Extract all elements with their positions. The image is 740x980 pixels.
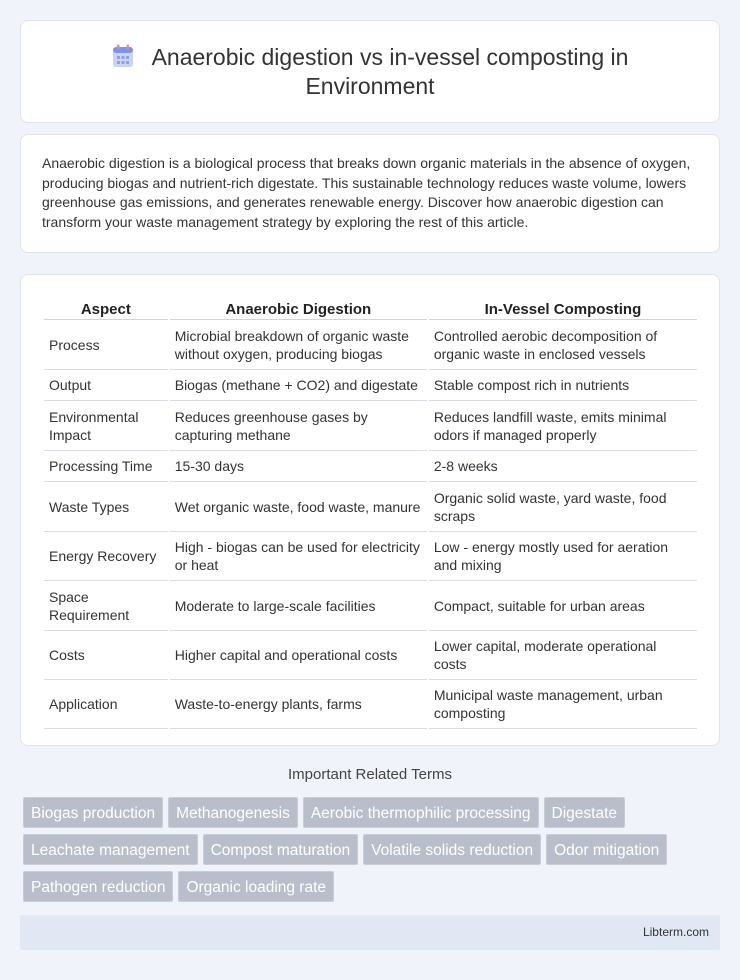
page-title-wrap [81,43,659,101]
tag-aerobic-thermophilic-processing[interactable]: Aerobic thermophilic processing [303,797,539,828]
cell-anaerobic: Microbial breakdown of organic waste without oxygen, producing biogas [170,320,427,370]
table-row [44,320,697,370]
cell-in-vessel: Organic solid waste, yard waste, food scraps [429,482,697,532]
table-row [44,581,697,631]
tag-biogas-production[interactable]: Biogas production [23,797,163,828]
cell-in-vessel: 2-8 weeks [429,451,697,482]
table-row [44,680,697,729]
cell-anaerobic: Higher capital and operational costs [170,631,427,680]
footer-brand-link[interactable]: Libterm.com [642,925,709,939]
related-terms-list [23,797,723,908]
cell-in-vessel: Compact, suitable for urban areas [429,581,697,631]
intro-paragraph: Anaerobic digestion is a biological process that breaks down organic materials in the absence of oxygen, producing biogas and nutrient-rich digestate. This sustainable technology reduces waste volume, lowers greenhouse gas emissions, and generates renewable energy. Discover how anaerobic digestion can transform your waste management strategy by exploring the rest of this article. [42,155,691,230]
tag-organic-loading-rate[interactable]: Organic loading rate [178,871,334,902]
header-aspect: Aspect [44,295,168,320]
comparison-table [42,295,699,729]
tag-row [23,871,723,908]
cell-in-vessel: Controlled aerobic decomposition of organic waste in enclosed vessels [429,320,697,370]
cell-anaerobic: Reduces greenhouse gases by capturing methane [170,401,427,451]
cell-aspect: Application [44,680,168,729]
cell-anaerobic: Biogas (methane + CO2) and digestate [170,370,427,401]
table-row [44,631,697,680]
cell-aspect: Space Requirement [44,581,168,631]
cell-aspect: Processing Time [44,451,168,482]
tag-digestate[interactable]: Digestate [544,797,625,828]
cell-anaerobic: Moderate to large-scale facilities [170,581,427,631]
cell-in-vessel: Municipal waste management, urban composting [429,680,697,729]
table-row [44,482,697,532]
cell-in-vessel: Stable compost rich in nutrients [429,370,697,401]
cell-anaerobic: Wet organic waste, food waste, manure [170,482,427,532]
title-card [20,20,720,123]
cell-aspect: Waste Types [44,482,168,532]
page-title: Anaerobic digestion vs in-vessel composting in Environment [151,44,629,99]
cell-anaerobic: High - biogas can be used for electricity or heat [170,532,427,581]
calendar-icon [112,44,134,68]
tag-methanogenesis[interactable]: Methanogenesis [168,797,298,828]
cell-aspect: Output [44,370,168,401]
intro-card [20,134,720,253]
tag-row [23,797,723,834]
table-row [44,370,697,401]
cell-in-vessel: Reduces landfill waste, emits minimal odors if managed properly [429,401,697,451]
cell-in-vessel: Low - energy mostly used for aeration and mixing [429,532,697,581]
cell-aspect: Energy Recovery [44,532,168,581]
footer [20,915,720,950]
related-terms-heading: Important Related Terms [288,766,452,783]
cell-in-vessel: Lower capital, moderate operational costs [429,631,697,680]
comparison-card [20,274,720,746]
tag-compost-maturation[interactable]: Compost maturation [203,834,359,865]
tag-row [23,834,723,871]
table-row [44,532,697,581]
table-row [44,451,697,482]
table-row [44,401,697,451]
cell-aspect: Environmental Impact [44,401,168,451]
tag-leachate-management[interactable]: Leachate management [23,834,198,865]
cell-aspect: Process [44,320,168,370]
table-header-row [44,295,697,320]
cell-anaerobic: 15-30 days [170,451,427,482]
tag-pathogen-reduction[interactable]: Pathogen reduction [23,871,173,902]
header-in-vessel-composting: In-Vessel Composting [429,295,697,320]
header-anaerobic-digestion: Anaerobic Digestion [170,295,427,320]
tag-volatile-solids-reduction[interactable]: Volatile solids reduction [363,834,541,865]
cell-anaerobic: Waste-to-energy plants, farms [170,680,427,729]
tag-odor-mitigation[interactable]: Odor mitigation [546,834,667,865]
cell-aspect: Costs [44,631,168,680]
